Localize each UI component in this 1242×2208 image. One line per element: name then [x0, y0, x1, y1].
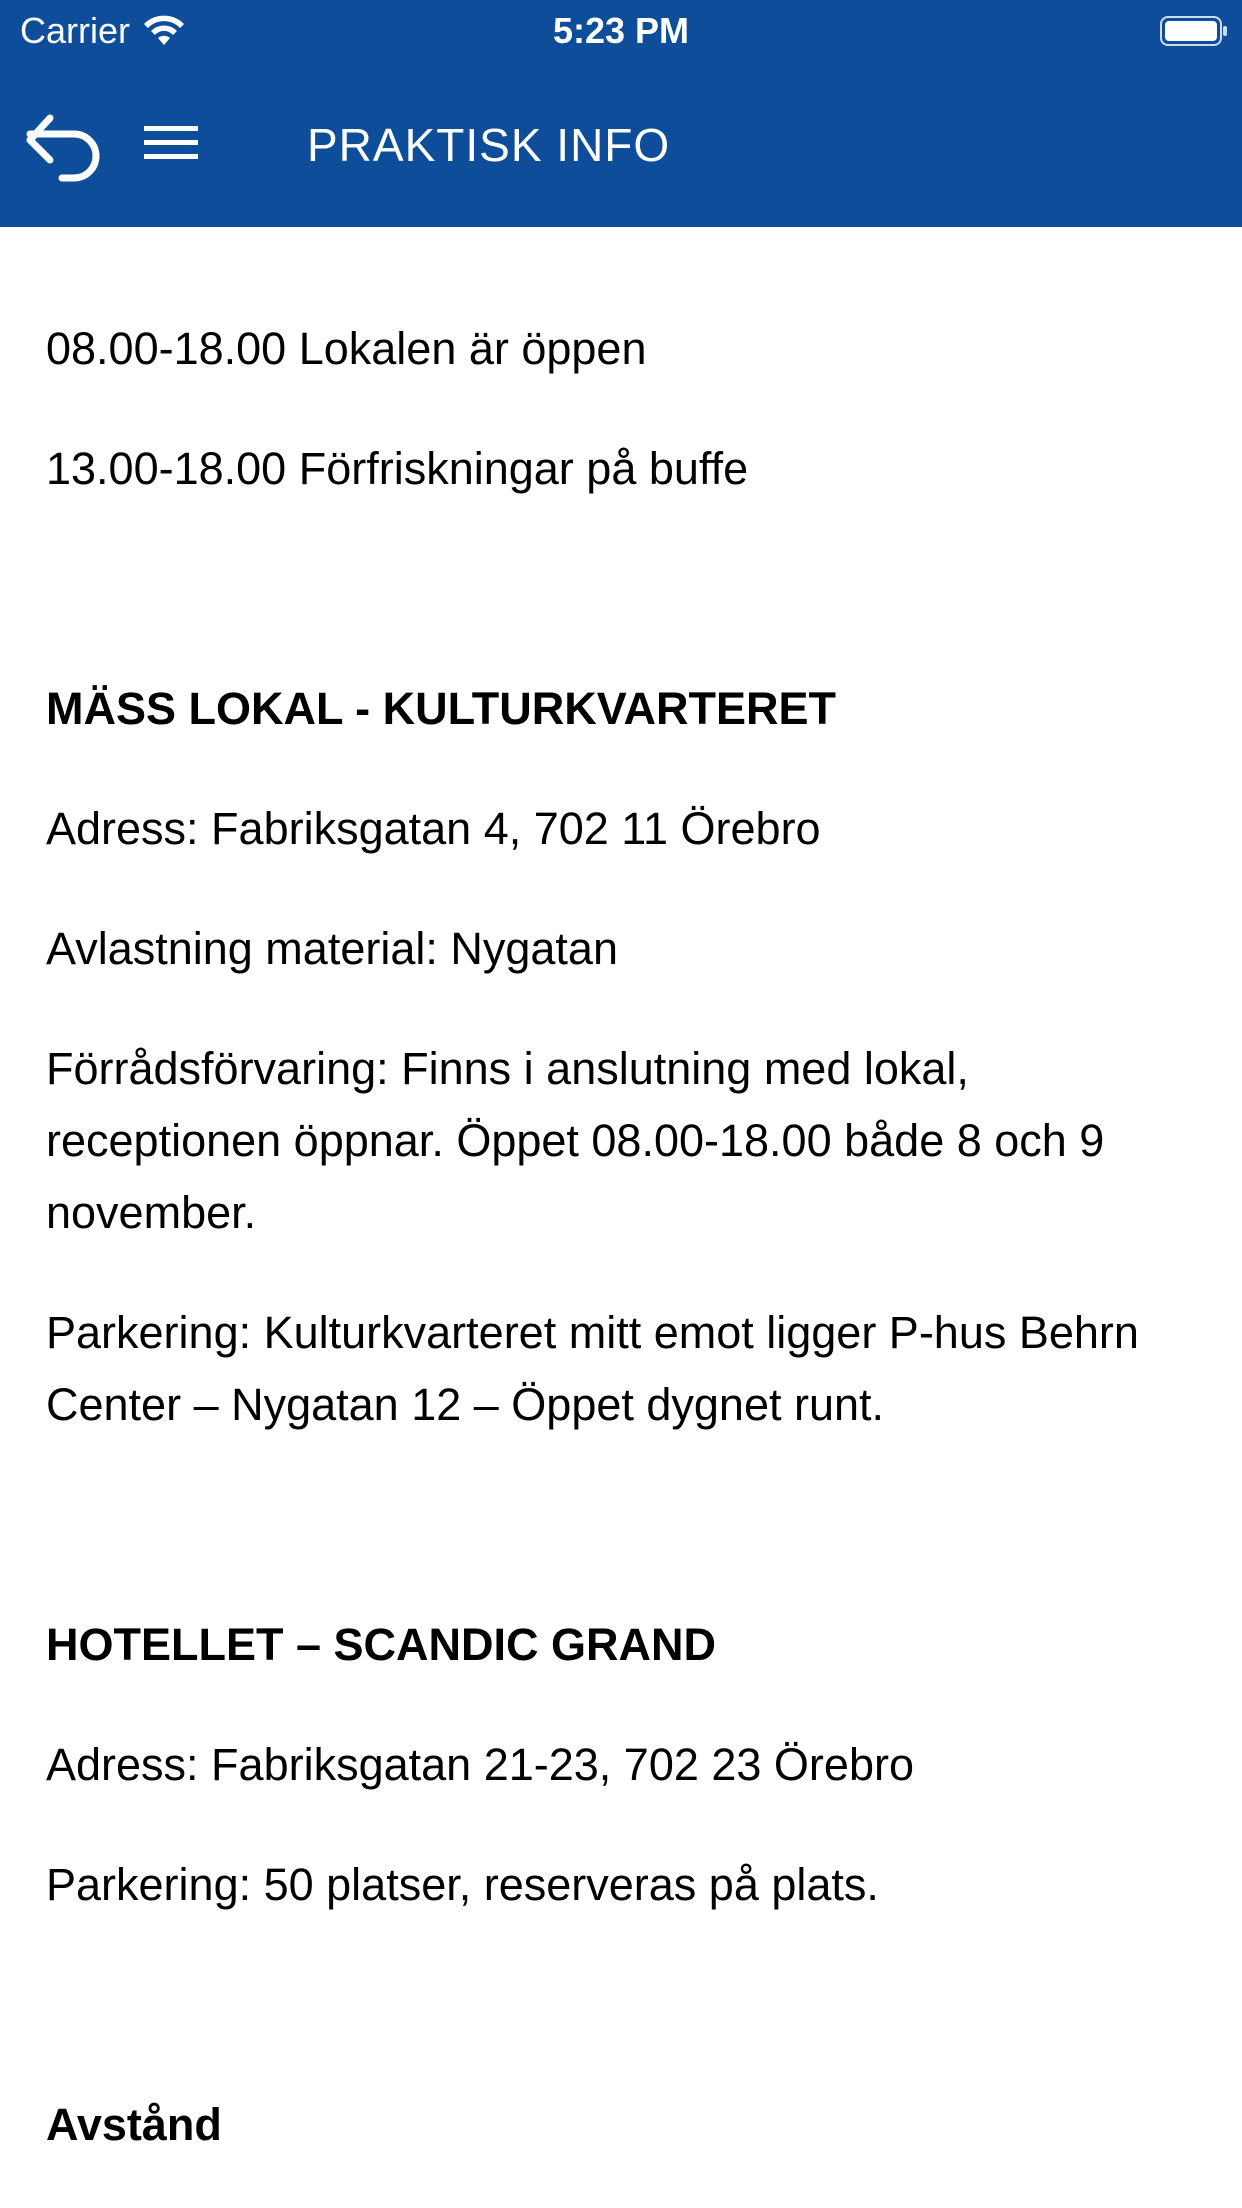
hotel-address-text: Adress: Fabriksgatan 21-23, 702 23 Örebro	[46, 1739, 914, 1790]
info-content	[0, 313, 1242, 2161]
navigation-bar	[0, 62, 1242, 227]
venue-heading: MÄSS LOKAL - KULTURKVARTERET	[46, 683, 836, 734]
carrier-label: Carrier	[20, 10, 131, 51]
venue-parking-text: Parkering: Kulturkvarteret mitt emot ligger P-hus Behrn Center – Nygatan 12 – Öppet dygnet runt.	[46, 1307, 1139, 1430]
buffet-hours-text: 13.00-18.00 Förfriskningar på buffe	[46, 443, 749, 494]
status-bar	[0, 0, 1242, 62]
menu-button[interactable]	[140, 118, 202, 168]
status-time: 5:23 PM	[552, 10, 690, 51]
venue-address-text: Adress: Fabriksgatan 4, 702 11 Örebro	[46, 803, 821, 854]
hamburger-menu-icon	[140, 118, 202, 168]
distance-heading: Avstånd	[46, 2099, 222, 2150]
back-button[interactable]	[22, 110, 104, 184]
hotel-heading: HOTELLET – SCANDIC GRAND	[46, 1619, 717, 1670]
undo-arrow-icon	[22, 110, 104, 184]
opening-hours-text: 08.00-18.00 Lokalen är öppen	[46, 323, 647, 374]
venue-unloading-text: Avlastning material: Nygatan	[46, 923, 618, 974]
app-header	[0, 0, 1242, 227]
venue-storage-text: Förrådsförvaring: Finns i anslutning med lokal, receptionen öppnar. Öppet 08.00-18.00 både 8 och 9 november.	[46, 1043, 1105, 1238]
page-title: PRAKTISK INFO	[307, 119, 671, 171]
battery-icon	[1160, 16, 1228, 46]
hotel-parking-text: Parkering: 50 platser, reserveras på plats.	[46, 1859, 879, 1910]
